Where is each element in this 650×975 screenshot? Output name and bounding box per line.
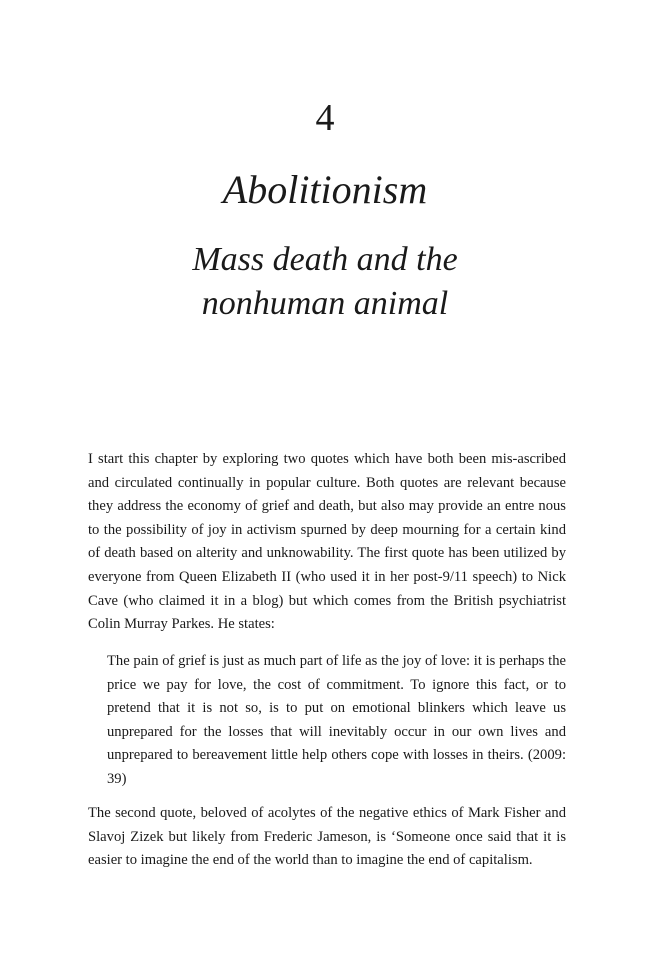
chapter-subtitle-line-2: nonhuman animal [201, 285, 449, 322]
body-paragraph-1: I start this chapter by exploring two quotes which have both been mis-ascribed and circulated continually in popular culture. Both quotes are relevant because they address the economy of grief and death, but also may provide an entre nous to the possibility of joy in activism spurned by deep mourning for a certain kind of death based on alterity and unknowability. The first quote has been utilized by everyone from Queen Elizabeth II (who used it in her post-9/11 speech) to Nick Cave (who claimed it in a blog) but which comes from the British psychiatrist Colin Murray Parkes. He states: [88, 451, 566, 633]
chapter-subtitle [0, 238, 650, 326]
chapter-subtitle-line-1: Mass death and the [192, 241, 458, 278]
body-paragraph-2: The second quote, beloved of acolytes of the negative ethics of Mark Fisher and Slavoj Zizek but likely from Frederic Jameson, is ‘Someone once said that it is easier to imagine the end of the world than to imagine the end of capitalism. [88, 805, 566, 869]
block-quote: The pain of grief is just as much part of life as the joy of love: it is perhaps the price we pay for love, the cost of commitment. To ignore this fact, or to pretend that it is not so, is to put on emotional blinkers which leave us unprepared for the losses that will inevitably occur in our own lives and unprepared to bereavement little help others cope with losses in theirs. (2009: 39) [107, 653, 566, 787]
chapter-number: 4 [315, 97, 335, 139]
chapter-title: Abolitionism [222, 167, 428, 212]
